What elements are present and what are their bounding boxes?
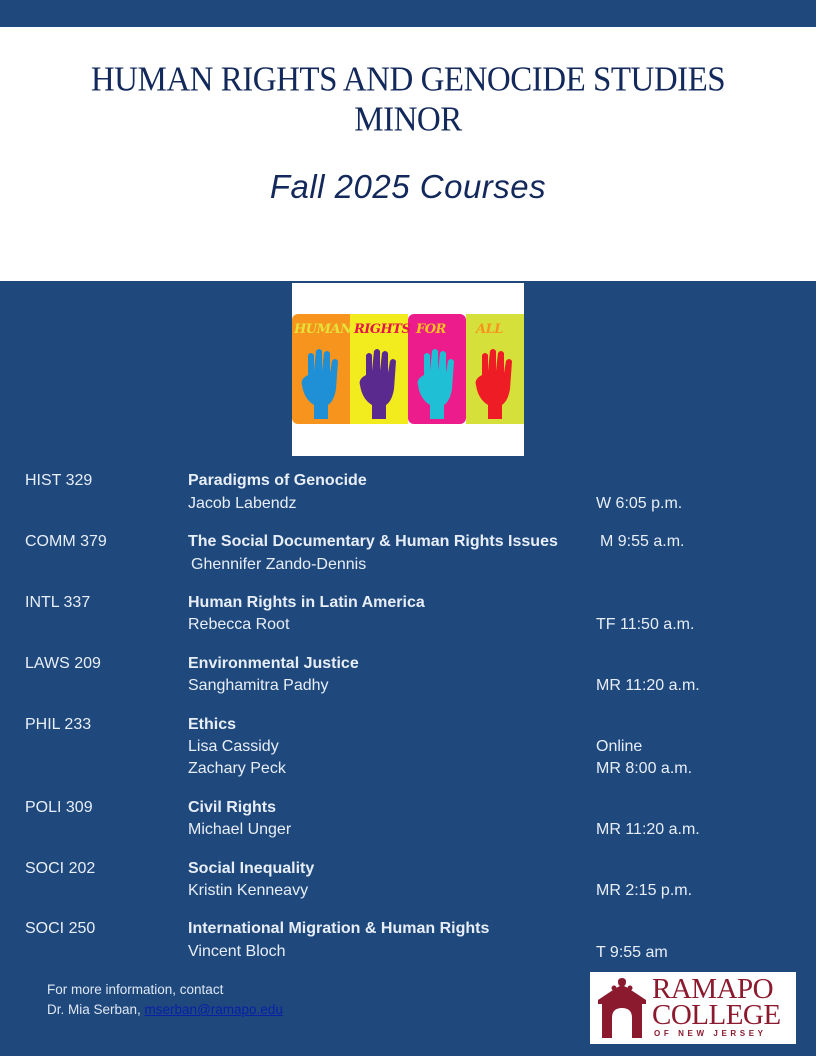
course-time: MR 11:20 a.m. (596, 821, 700, 838)
course-instructor: Ghennifer Zando-Dennis (191, 556, 367, 573)
contact-name-line (47, 1000, 283, 1020)
course-time: MR 8:00 a.m. (596, 760, 693, 777)
red-hand-icon (474, 345, 518, 421)
blue-hand-icon (300, 345, 344, 421)
human-rights-poster-image (292, 283, 524, 456)
contact-line: For more information, contact (47, 982, 224, 997)
course-title: Human Rights in Latin America (188, 594, 425, 611)
course-code: SOCI 250 (25, 920, 96, 937)
page-subtitle: Fall 2025 Courses (269, 168, 547, 205)
course-code: POLI 309 (25, 799, 93, 816)
contact-name: Dr. Mia Serban, (47, 1002, 145, 1017)
course-time: Online (596, 738, 643, 755)
course-title: The Social Documentary & Human Rights Issues (188, 533, 558, 550)
ramapo-college-logo (590, 972, 796, 1044)
logo-text-ramapo: RAMAPO (652, 973, 774, 1005)
page-title (0, 60, 816, 140)
course-instructor: Vincent Bloch (188, 943, 286, 960)
course-code: PHIL 233 (25, 716, 92, 733)
course-code: COMM 379 (25, 533, 107, 550)
poster-word-for: FOR (416, 322, 446, 337)
archway-icon (594, 976, 650, 1040)
course-instructor: Rebecca Root (188, 616, 290, 633)
course-title: International Migration & Human Rights (188, 920, 490, 937)
course-instructor: Jacob Labendz (188, 495, 297, 512)
course-title: Environmental Justice (188, 655, 359, 672)
course-instructor: Michael Unger (188, 821, 292, 838)
poster-word-all: ALL (476, 322, 503, 337)
course-time: MR 11:20 a.m. (596, 677, 700, 694)
contact-email-link[interactable]: mserban@ramapo.edu (144, 1002, 283, 1017)
title-line-1: HUMAN RIGHTS AND GENOCIDE STUDIES (90, 61, 726, 99)
top-band (0, 0, 816, 27)
course-instructor: Lisa Cassidy (188, 738, 279, 755)
poster-word-human: HUMAN (294, 322, 352, 337)
poster-word-rights: RIGHTS (354, 322, 411, 337)
course-time: M 9:55 a.m. (600, 533, 685, 550)
contact-info (47, 980, 283, 1020)
course-code: INTL 337 (25, 594, 91, 611)
course-title: Ethics (188, 716, 237, 733)
course-time: TF 11:50 a.m. (596, 616, 695, 633)
course-instructor: Sanghamitra Padhy (188, 677, 329, 694)
course-code: HIST 329 (25, 472, 93, 489)
course-time: W 6:05 p.m. (596, 495, 683, 512)
logo-text-college: COLLEGE (652, 999, 781, 1031)
course-title: Civil Rights (188, 799, 277, 816)
purple-hand-icon (358, 345, 402, 421)
title-line-2: MINOR (354, 101, 462, 139)
course-instructor: Zachary Peck (188, 760, 286, 777)
course-title: Paradigms of Genocide (188, 472, 367, 489)
course-code: SOCI 202 (25, 860, 96, 877)
course-code: LAWS 209 (25, 655, 101, 672)
course-title: Social Inequality (188, 860, 315, 877)
logo-text-nj: OF NEW JERSEY (654, 1029, 767, 1038)
cyan-hand-icon (416, 345, 460, 421)
course-instructor: Kristin Kenneavy (188, 882, 309, 899)
course-time: T 9:55 am (596, 944, 668, 961)
course-time: MR 2:15 p.m. (596, 882, 693, 899)
